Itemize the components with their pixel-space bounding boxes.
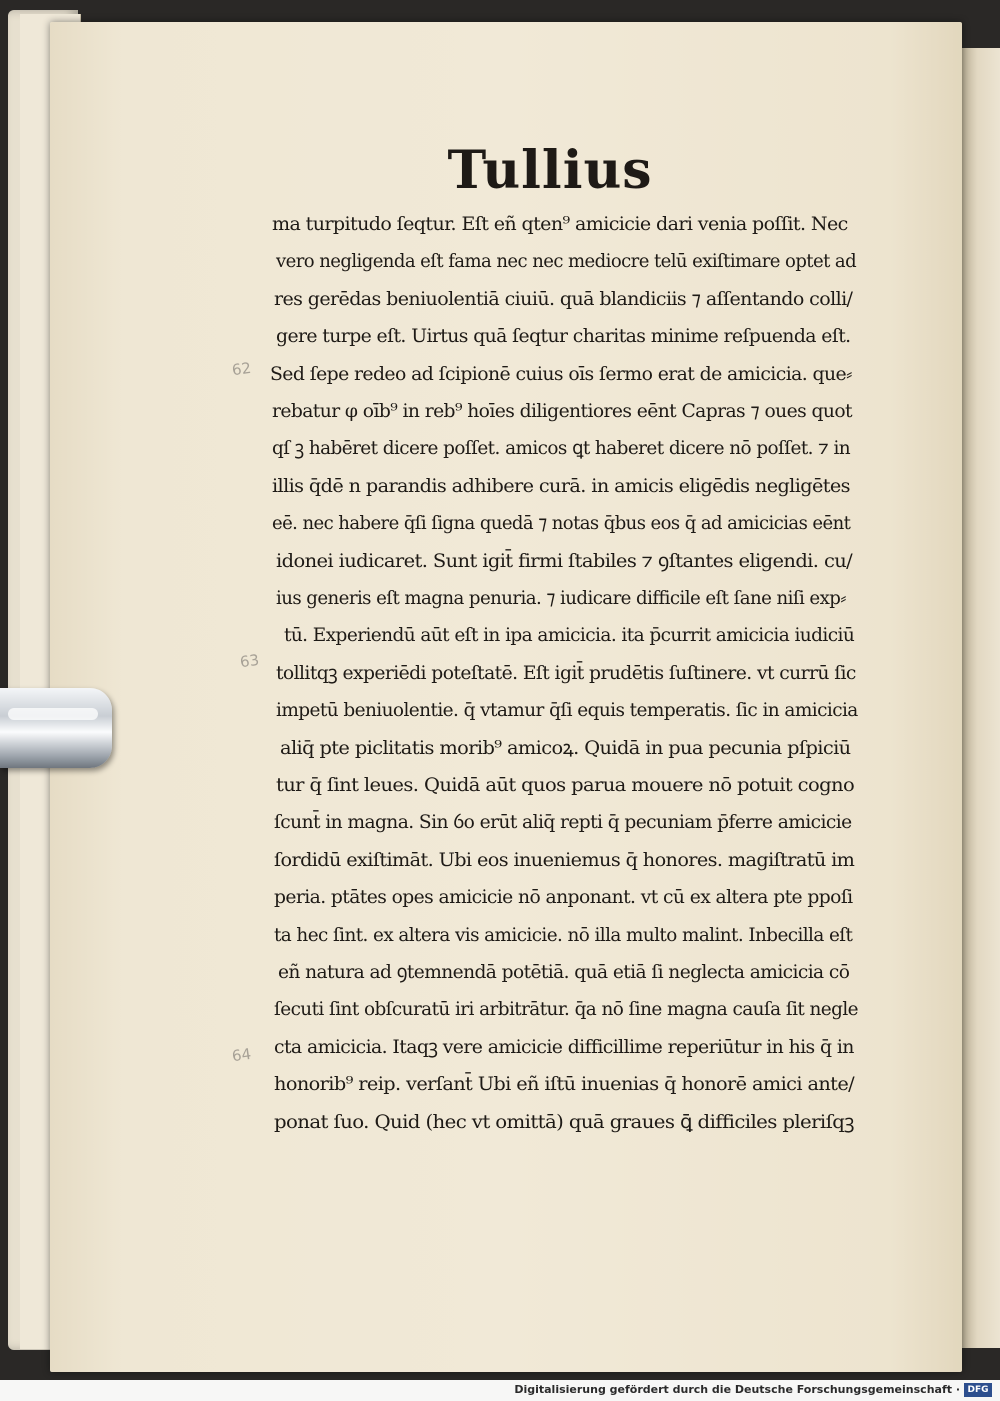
margin-note: 62 [230,358,253,380]
text-line: eñ natura ad ꝯtemnendā potētiā. quā etiā ſi neglecta amicicia cō [278,961,850,983]
margin-note: 64 [230,1044,253,1066]
text-line: ſecuti ſint obſcuratū iri arbitrātur. q̄a nō ſine magna cauſa ſit negle [274,998,858,1021]
text-line: rebatur φ oīb⁹ in reb⁹ hoīes diligentiores eēnt Capras ⁊ oues quot [272,400,852,422]
text-line: idonei iudicaret. Sunt igit̄ firmi ſtabiles ⁊ ꝯſtantes eligendi. cu/ [276,549,853,572]
text-line: cta amicicia. Itaqꝫ vere amicicie difficillime reperiūtur in his q̄ in [274,1035,854,1058]
funding-credit: Digitalisierung gefördert durch die Deutsche Forschungsgemeinschaft · [514,1383,960,1396]
text-line: ſordidū exiſtimāt. Ubi eos inueniemus q̄ honores. magiſtratū im [274,848,855,871]
text-line: peria. ptātes opes amicicie nō anponant. vt cū ex altera pte ppoſi [274,886,853,909]
running-title: Tullius [447,140,653,201]
text-line: tollitqꝫ experiēdi poteſtatē. Eſt igit̄ prudētis ſuſtinere. vt currū ſic [276,661,856,684]
text-line: ponat ſuo. Quid (hec vt omittā) quā graues ꝗ̄ difficiles pleriſqꝫ [274,1110,854,1133]
text-line: res gerēdas beniuolentiā ciuiū. quā blandiciis ⁊ aſſentando colli/ [274,287,853,310]
text-line: ius generis eſt magna penuria. ⁊ iudicare difficile eſt ſane niſi exp⸗ [276,587,846,609]
digitization-footer [0,1380,1000,1401]
text-line: gere turpe eſt. Uirtus quā ſeqtur charitas minime reſpuenda eſt. [276,325,851,348]
text-line: impetū beniuolentie. q̄ vtamur q̄ſi equis temperatis. ſic in amicicia [276,699,858,722]
text-line: ſcunt̄ in magna. Sin ỽo erūt aliq̄ repti q̄ pecuniam p̄ferre amicicie [274,811,852,834]
text-line: tū. Experiendū aūt eſt in ipa amicicia. ita p̄currit amicicia iudiciū [284,624,855,647]
text-line: tur q̄ ſint leues. Quidā aūt quos parua mouere nō potuit cogno [276,774,855,796]
dfg-logo: DFG [964,1383,992,1397]
text-line: eē. nec habere q̄ſi ſigna quedā ⁊ notas q̄bus eos q̄ ad amicicias eēnt [272,512,851,535]
text-line: Sed ſepe redeo ad ſcipionē cuius oīs ſermo erat de amicicia. que⸗ [270,362,852,385]
text-line: ma turpitudo ſeqtur. Eſt eñ qten⁹ amicicie dari venia poſſit. Nec [272,213,848,235]
text-line: ta hec ſint. ex altera vis amicicie. nō illa multo malint. Inbecilla eſt [274,923,853,946]
text-line: illis q̄dē n parandis adhibere curā. in amicis eligēdis negligētes [272,474,850,497]
text-line: honorib⁹ reip. verſant̄ Ubi eñ iſtū inuenias q̄ honorē amici ante/ [274,1073,855,1096]
text-line: aliq̄ pte piclitatis morib⁹ amicoꝝ. Quidā in pua pecunia pſpiciū [280,736,851,759]
text-line: qſ ꝫ habēret dicere poſſet. amicos ꝗt haberet dicere nō poſſet. ⁊ in [272,437,851,460]
text-line: vero negligenda eſt fama nec nec mediocre telū exiſtimare optet ad [276,250,857,273]
margin-note: 63 [238,650,261,672]
